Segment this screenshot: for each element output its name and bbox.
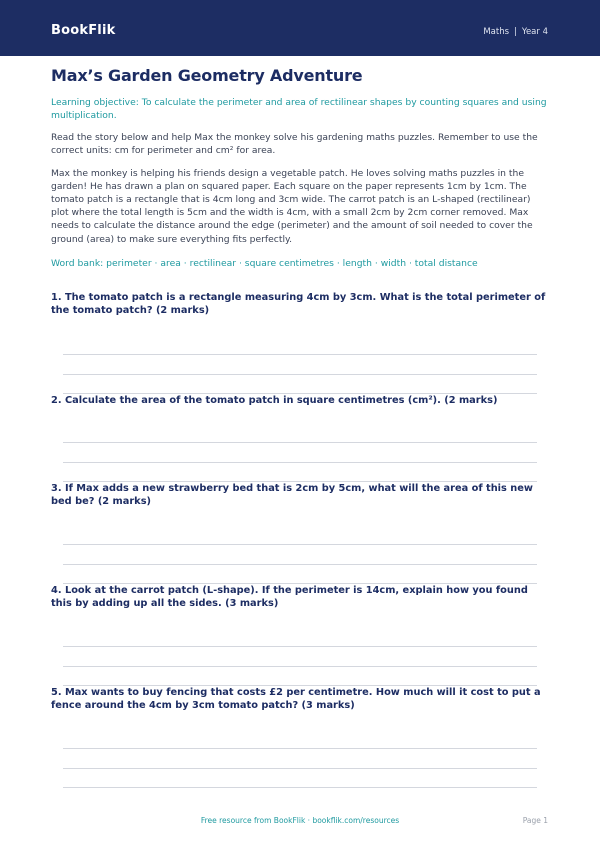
answer-line[interactable]: [63, 354, 537, 355]
page-header: [0, 0, 600, 56]
subject-label: Maths: [483, 27, 510, 37]
worksheet-intro: [51, 66, 548, 270]
answer-line[interactable]: [63, 564, 537, 565]
question-3: 3. If Max adds a new strawberry bed that is 2cm by 5cm, what will the area of this new bed be? (2 marks): [51, 483, 533, 508]
answer-line[interactable]: [63, 787, 537, 788]
year-label: Year 4: [521, 27, 548, 37]
word-bank: Word bank: perimeter · area · rectilinear · square centimetres · length · width · total distance: [51, 257, 478, 269]
answer-line[interactable]: [63, 748, 537, 749]
answer-line[interactable]: [63, 374, 537, 375]
answer-line[interactable]: [63, 768, 537, 769]
question-5: 5. Max wants to buy fencing that costs £2 per centimetre. How much will it cost to put a fence around the 4cm by 3cm tomato patch? (3 marks): [51, 687, 541, 712]
brand-logo: BookFlik: [51, 23, 116, 38]
question-2: 2. Calculate the area of the tomato patch in square centimetres (cm²). (2 marks): [51, 395, 498, 406]
instructions-paragraph: Read the story below and help Max the monkey solve his gardening maths puzzles. Remember to use the correct units: cm for perimeter and cm² for area.: [51, 132, 538, 157]
answer-line[interactable]: [63, 666, 537, 667]
header-meta: [483, 27, 548, 37]
question-4: 4. Look at the carrot patch (L-shape). If the perimeter is 14cm, explain how you found this by adding up all the sides. (3 marks): [51, 585, 528, 610]
page-title: Max’s Garden Geometry Adventure: [51, 66, 363, 85]
meta-separator: |: [514, 27, 517, 37]
answer-line[interactable]: [63, 462, 537, 463]
page-number: Page 1: [522, 816, 548, 825]
footer-credit: Free resource from BookFlik · bookflik.com/resources: [200, 816, 400, 825]
answer-line[interactable]: [63, 442, 537, 443]
story-paragraph: Max the monkey is helping his friends design a vegetable patch. He loves solving maths puzzles in the garden! He has drawn a plan on squared paper. Each square on the paper represents 1cm by 1cm. The tomato patch is a rectangle that is 4cm long and 3cm wide. The carrot patch is an L-shaped (rectilinear) plot where the total length is 5cm and the width is 4cm, with a small 2cm by 2cm corner removed. Max needs to calculate the distance around the edge (perimeter) and the amount of soil needed to cover the ground (area) to make sure everything fits perfectly.: [51, 167, 533, 245]
answer-line[interactable]: [63, 646, 537, 647]
learning-objective: Learning objective: To calculate the perimeter and area of rectilinear shapes by counting squares and using multiplication.: [51, 97, 547, 121]
question-1: 1. The tomato patch is a rectangle measuring 4cm by 3cm. What is the total perimeter of the tomato patch? (2 marks): [51, 292, 546, 317]
answer-line[interactable]: [63, 544, 537, 545]
